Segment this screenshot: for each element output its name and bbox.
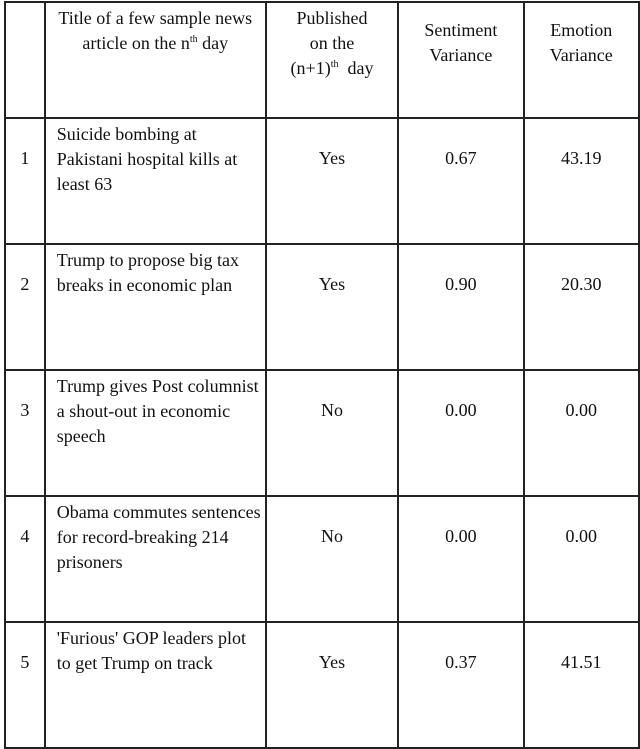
emotion-variance: 0.00 — [524, 496, 639, 622]
sentiment-variance: 0.37 — [398, 622, 523, 748]
article-title: Obama commutes sentences for record-breaking 214 prisoners — [45, 496, 266, 622]
row-index: 1 — [5, 118, 45, 244]
header-sentiment: Sentiment Variance — [398, 2, 523, 118]
header-index — [5, 2, 45, 118]
emotion-variance: 0.00 — [524, 370, 639, 496]
header-published-line2: on the — [309, 33, 355, 53]
article-title: 'Furious' GOP leaders plot to get Trump on track — [45, 622, 266, 748]
header-title-text: Title of a few sample news article on the n — [58, 8, 253, 53]
emotion-variance: 41.51 — [524, 622, 639, 748]
header-published-line1: Published — [296, 8, 368, 28]
header-title — [45, 2, 266, 118]
header-published — [266, 2, 398, 118]
header-row — [5, 2, 639, 118]
article-title: Suicide bombing at Pakistani hospital kills at least 63 — [45, 118, 266, 244]
table-row — [5, 370, 639, 496]
published-value: Yes — [266, 244, 398, 370]
row-index: 3 — [5, 370, 45, 496]
sentiment-variance: 0.67 — [398, 118, 523, 244]
table-row — [5, 622, 639, 748]
published-value: Yes — [266, 118, 398, 244]
table-row — [5, 496, 639, 622]
emotion-variance: 20.30 — [524, 244, 639, 370]
row-index: 4 — [5, 496, 45, 622]
emotion-variance: 43.19 — [524, 118, 639, 244]
table-row — [5, 244, 639, 370]
row-index: 5 — [5, 622, 45, 748]
header-title-sup: th — [189, 34, 198, 45]
article-title: Trump gives Post columnist a shout-out in economic speech — [45, 370, 266, 496]
sentiment-variance: 0.90 — [398, 244, 523, 370]
row-index: 2 — [5, 244, 45, 370]
header-published-line3: (n+1) — [290, 58, 331, 78]
header-published-sup: th — [330, 59, 339, 70]
sentiment-variance: 0.00 — [398, 370, 523, 496]
news-variance-table — [4, 1, 640, 749]
header-emotion: Emotion Variance — [524, 2, 639, 118]
sentiment-variance: 0.00 — [398, 496, 523, 622]
published-value: No — [266, 496, 398, 622]
header-published-day: day — [338, 58, 374, 78]
table-row — [5, 118, 639, 244]
published-value: Yes — [266, 622, 398, 748]
article-title: Trump to propose big tax breaks in economic plan — [45, 244, 266, 370]
header-title-tail: day — [197, 33, 229, 53]
published-value: No — [266, 370, 398, 496]
